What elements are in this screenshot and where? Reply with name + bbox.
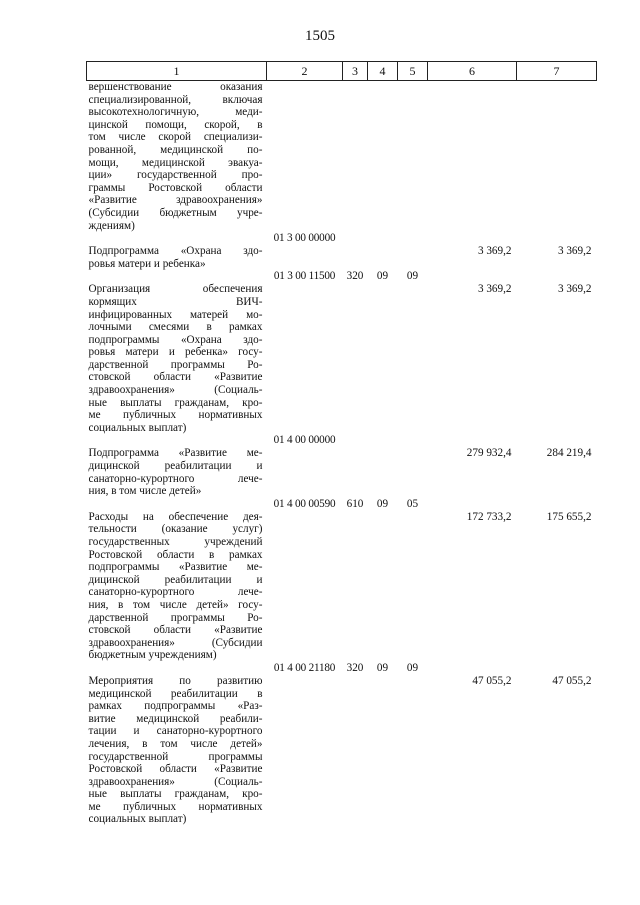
amount-year-1: 3 369,2 (477, 283, 512, 296)
description-line: (Субсидии бюджетным учре- (88, 206, 263, 219)
description-line: инфицированных матерей мо- (88, 308, 263, 321)
section-code (368, 434, 398, 497)
description-line: высокотехнологичную, меди- (88, 106, 263, 119)
description-line: Ростовской области в рамках (88, 548, 263, 561)
description-line: подпрограммы «Охрана здо- (88, 333, 263, 346)
description-line: кормящих ВИЧ- (88, 295, 263, 308)
amount-year-2: 284 219,4 (546, 447, 592, 460)
description-line: тельности (оказание услуг) (88, 523, 263, 536)
description-line: ровья матери и ребенка» госу- (88, 346, 263, 359)
column-header-5: 5 (398, 62, 428, 81)
subsection-code: 09 (406, 661, 419, 674)
column-header-7: 7 (517, 62, 597, 81)
description-line: подпрограммы «Развитие ме- (88, 561, 263, 574)
description-line: вершенствование оказания (88, 81, 263, 93)
description-line: ме публичных нормативных (88, 409, 263, 422)
column-header-1: 1 (87, 62, 267, 81)
program-code: 01 3 00 11500 (273, 270, 336, 283)
description-line: Подпрограмма «Развитие ме- (88, 447, 263, 460)
description-line: рамках подпрограммы «Раз- (88, 700, 263, 713)
column-header-6: 6 (428, 62, 517, 81)
description-line: государственных учреждений (88, 536, 263, 548)
description-line: Мероприятия по развитию (88, 674, 263, 687)
description-line: Ростовской области «Развитие (88, 763, 263, 776)
expense-type-code: 320 (346, 270, 364, 283)
amount-year-2: 175 655,2 (546, 510, 592, 523)
program-code: 01 4 00 00000 (273, 434, 336, 447)
description-line: рованной, медицинской по- (88, 143, 263, 156)
description-line: дарственной программы Ро- (88, 611, 263, 624)
description-line: мощи, медицинской эвакуа- (88, 156, 263, 169)
row-description (87, 662, 267, 826)
description-line: ждениям) (88, 219, 135, 232)
description-line: специализированной, включая (88, 93, 263, 106)
description-line: ния, в том числе детей» (88, 485, 202, 498)
expense-type-code (343, 81, 368, 233)
table-row (87, 81, 597, 233)
row-description (87, 434, 267, 497)
amount-year-2: 3 369,2 (557, 245, 592, 258)
expense-type-code: 610 (346, 497, 364, 510)
description-line: медицинской реабилитации в (88, 687, 263, 700)
section-code: 09 (376, 497, 389, 510)
table-row (87, 498, 597, 662)
description-line: тации и санаторно-курортного (88, 725, 263, 738)
table-row (87, 270, 597, 434)
budget-table (86, 61, 597, 826)
description-line: здравоохранения» (Социаль- (88, 775, 263, 788)
description-line: ные выплаты гражданам, кро- (88, 396, 263, 409)
program-code: 01 3 00 00000 (273, 232, 336, 245)
amount-year-1: 3 369,2 (477, 245, 512, 258)
amount-year-1: 172 733,2 (466, 510, 512, 523)
description-line: социальных выплат) (88, 813, 187, 826)
description-line: Подпрограмма «Охрана здо- (88, 245, 263, 258)
description-line: дарственной программы Ро- (88, 358, 263, 371)
description-line: дицинской реабилитации и (88, 460, 263, 473)
description-line: стовской области «Развитие (88, 371, 263, 384)
section-code (368, 81, 398, 233)
amount-year-1: 279 932,4 (466, 447, 512, 460)
description-line: дицинской реабилитации и (88, 573, 263, 586)
program-code: 01 4 00 00590 (273, 497, 336, 510)
table-row (87, 434, 597, 497)
expense-type-code (343, 232, 368, 270)
description-line: социальных выплат) (88, 421, 187, 434)
table-row (87, 662, 597, 826)
amount-year-1 (428, 81, 517, 233)
section-code (368, 232, 398, 270)
row-description (87, 498, 267, 662)
description-line: здравоохранения» (Социаль- (88, 384, 263, 397)
description-line: «Развитие здравоохранения» (88, 194, 263, 207)
amount-year-2: 3 369,2 (557, 283, 592, 296)
expense-type-code (343, 434, 368, 497)
amount-year-2 (517, 81, 597, 233)
page-number: 1505 (305, 28, 335, 44)
amount-year-2: 47 055,2 (552, 674, 592, 687)
amount-year-1: 47 055,2 (472, 674, 512, 687)
description-line: Организация обеспечения (88, 283, 263, 296)
description-line: цинской помощи, скорой, в (88, 118, 263, 131)
subsection-code (398, 81, 428, 233)
subsection-code (398, 232, 428, 270)
section-code: 09 (376, 661, 389, 674)
row-description (87, 270, 267, 434)
column-header-2: 2 (267, 62, 343, 81)
description-line: государственной программы (88, 750, 263, 763)
description-line: ные выплаты гражданам, кро- (88, 788, 263, 801)
description-line: санаторно-курортного лече- (88, 472, 263, 485)
section-code: 09 (376, 270, 389, 283)
row-description (87, 232, 267, 270)
program-code (267, 81, 343, 233)
description-line: стовской области «Развитие (88, 624, 263, 637)
column-header-4: 4 (368, 62, 398, 81)
description-line: том числе скорой специализи- (88, 131, 263, 144)
description-line: бюджетным учреждениям) (88, 649, 217, 662)
table-row (87, 232, 597, 270)
description-line: граммы Ростовской области (88, 181, 263, 194)
subsection-code: 05 (406, 497, 419, 510)
row-description (87, 81, 267, 233)
subsection-code (398, 434, 428, 497)
description-line: Расходы на обеспечение дея- (88, 510, 263, 523)
subsection-code: 09 (406, 270, 419, 283)
program-code: 01 4 00 21180 (273, 661, 336, 674)
description-line: лечения, в том числе детей» (88, 737, 263, 750)
column-header-3: 3 (343, 62, 368, 81)
expense-type-code: 320 (346, 661, 364, 674)
description-line: ния, в том числе детей» госу- (88, 598, 263, 611)
table-body (87, 81, 597, 827)
description-line: санаторно-курортного лече- (88, 586, 263, 599)
description-line: витие медицинской реабили- (88, 712, 263, 725)
description-line: ции» государственной про- (88, 169, 263, 182)
description-line: лочными смесями в рамках (88, 321, 263, 334)
description-line: здравоохранения» (Субсидии (88, 636, 263, 649)
column-number-header-row (87, 62, 597, 81)
description-line: ровья матери и ребенка» (88, 257, 206, 270)
description-line: ме публичных нормативных (88, 800, 263, 813)
